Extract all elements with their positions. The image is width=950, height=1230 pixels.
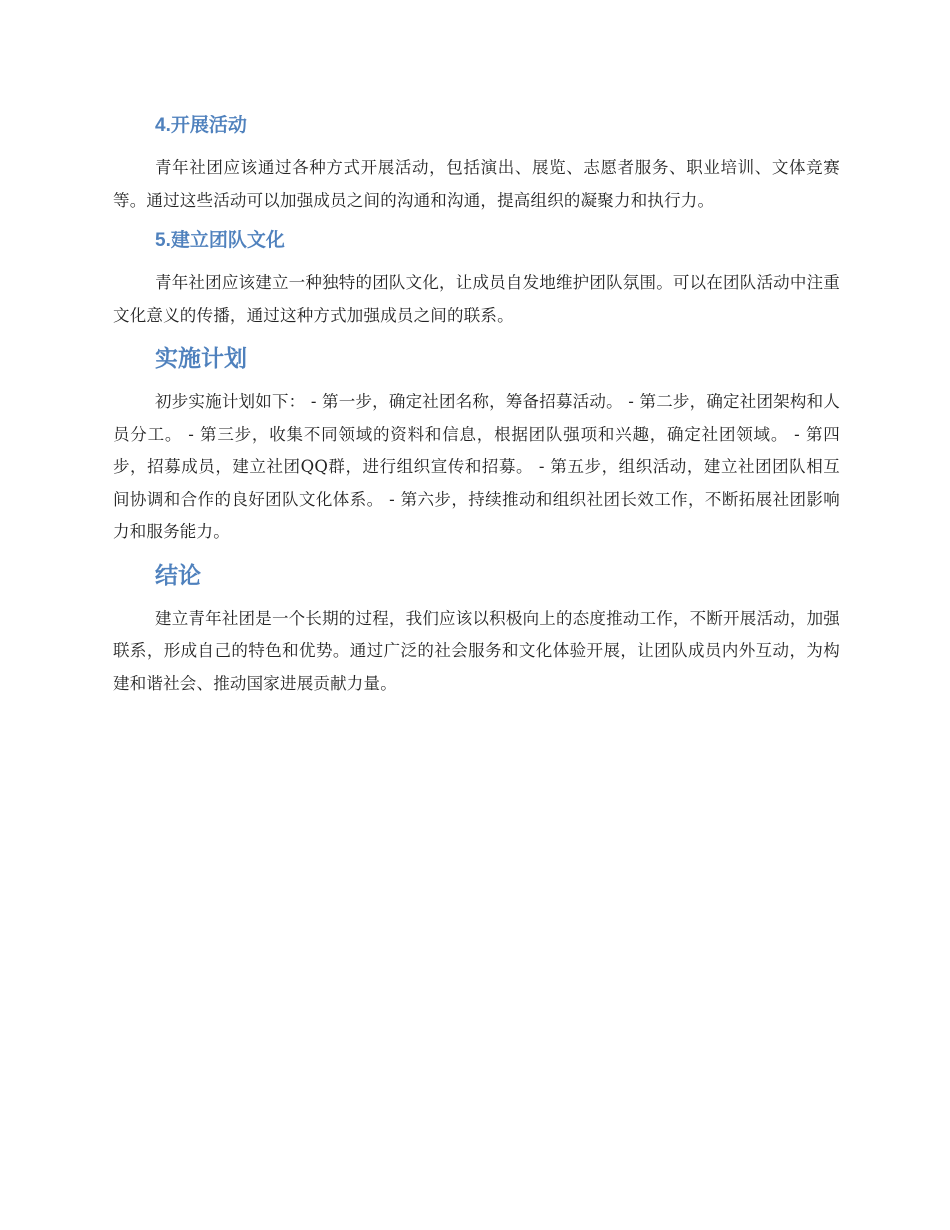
- section-heading-implementation-plan: 实施计划: [155, 345, 247, 371]
- section-heading-conclusion: 结论: [155, 561, 201, 588]
- section-body-conclusion: 建立青年社团是一个长期的过程，我们应该以积极向上的态度推动工作，不断开展活动，加强联系，形成自己的特色和优势。通过广泛的社会服务和文化体验开展，让团队成员内外互动，为构建和谐社会、推动国家进展贡献力量。: [113, 608, 840, 693]
- section-body-implementation-plan: 初步实施计划如下： - 第一步，确定社团名称，筹备招募活动。 - 第二步，确定社团架构和人员分工。 - 第三步，收集不同领域的资料和信息，根据团队强项和兴趣，确定社团领域。 - 第四步，招募成员，建立社团QQ群，进行组织宣传和招募。 - 第五步，组织活动，建立社团团队相互间协调和合作的良好团队文化体系。 - 第六步，持续推动和组织社团长效工作，不断拓展社团影响力和服务能力。: [113, 392, 840, 541]
- section-heading-activities: 4.开展活动: [155, 115, 247, 136]
- section-body-team-culture: 青年社团应该建立一种独特的团队文化，让成员自发地维护团队氛围。可以在团队活动中注重文化意义的传播，通过这种方式加强成员之间的联系。: [113, 273, 840, 325]
- section-body-activities: 青年社团应该通过各种方式开展活动，包括演出、展览、志愿者服务、职业培训、文体竞赛等。通过这些活动可以加强成员之间的沟通和沟通，提高组织的凝聚力和执行力。: [113, 158, 840, 210]
- section-heading-team-culture: 5.建立团队文化: [155, 230, 285, 251]
- document-content: [113, 108, 840, 700]
